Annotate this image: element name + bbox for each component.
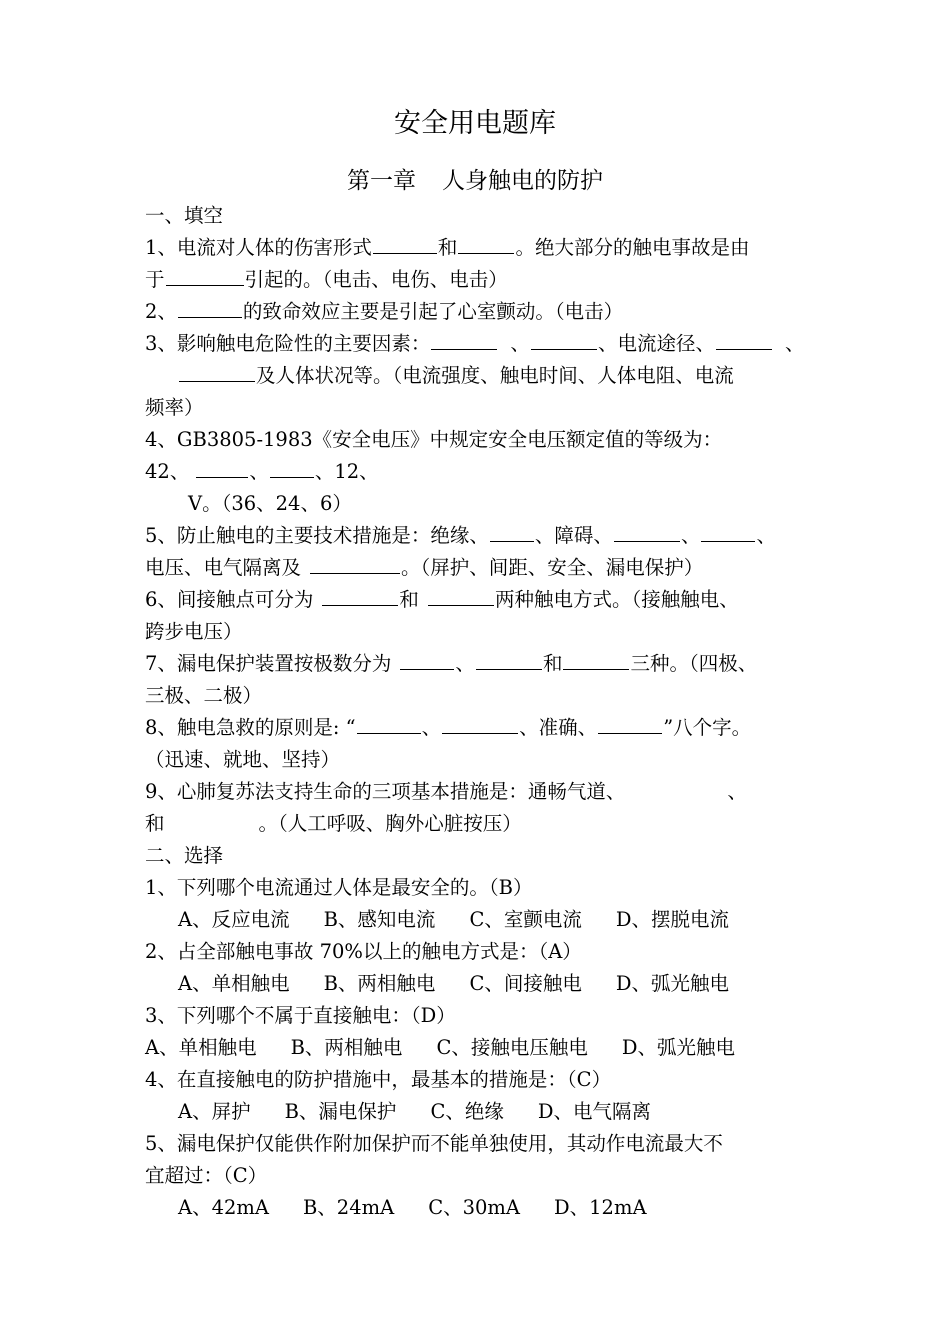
option-a: A、单相触电: [178, 972, 290, 995]
answer-blank: [322, 604, 398, 606]
question-1-line-2: 于 引起的。（电击、电伤、电击）: [145, 268, 508, 291]
option-d: D、电气隔离: [537, 1100, 651, 1123]
option-b: B、两相触电: [323, 972, 436, 995]
question-3-line-1: 3、影响触电危险性的主要因素： 、 、电流途径、 、: [145, 332, 805, 355]
question-5-line-1: 5、防止触电的主要技术措施是：绝缘、 、障碍、 、 、: [145, 524, 776, 547]
answer-blank: [458, 252, 514, 254]
mc-options-1: [178, 904, 848, 936]
answer-blank: [179, 380, 255, 382]
mc-question-5-line-1: 5、漏电保护仅能供作附加保护而不能单独使用，其动作电流最大不: [145, 1132, 723, 1155]
option-a: A、反应电流: [178, 908, 290, 931]
question-7-line-2: 三极、二极）: [145, 684, 263, 707]
answer-blank: [270, 476, 314, 478]
answer-blank: [442, 732, 518, 734]
document-title: 安全用电题库: [394, 108, 556, 139]
option-d: D、12mA: [554, 1196, 647, 1219]
section-fill-in: 一、填空: [145, 204, 224, 227]
mc-question-3: 3、下列哪个不属于直接触电：（D）: [145, 1004, 456, 1027]
question-7-line-1: 7、漏电保护装置按极数分为 、 和 三种。（四极、: [145, 652, 758, 675]
question-9-line-2: 和 。（人工呼吸、胸外心脏按压）: [145, 812, 522, 835]
answer-blank: [476, 668, 542, 670]
chapter-name: 人身触电的防护: [442, 168, 603, 194]
question-6-line-1: 6、间接触点可分为 和 两种触电方式。（接触触电、: [145, 588, 739, 611]
question-4-line-2: 42、 、 、12、: [145, 460, 379, 483]
mc-options-3: [145, 1032, 815, 1064]
answer-blank: [166, 284, 244, 286]
answer-blank: [400, 668, 454, 670]
option-d: D、弧光触电: [621, 1036, 735, 1059]
option-d: D、弧光触电: [615, 972, 729, 995]
option-b: B、两相触电: [290, 1036, 403, 1059]
option-a: A、屏护: [178, 1100, 251, 1123]
answer-blank: [178, 316, 242, 318]
question-4-line-3: V。（36、24、6）: [188, 492, 352, 515]
mc-options-4: [178, 1096, 848, 1128]
answer-blank: [490, 540, 534, 542]
answer-blank: [716, 348, 772, 350]
question-8-line-2: （迅速、就地、坚持）: [145, 748, 341, 771]
question-1-line-1: 1、电流对人体的伤害形式 和 。绝大部分的触电事故是由: [145, 236, 750, 259]
option-c: C、接触电压触电: [436, 1036, 588, 1059]
answer-blank: [196, 476, 248, 478]
question-6-line-2: 跨步电压）: [145, 620, 243, 643]
question-2: 2、 的致命效应主要是引起了心室颤动。（电击）: [145, 300, 624, 323]
answer-blank: [614, 540, 680, 542]
answer-blank: [428, 604, 494, 606]
answer-blank: [701, 540, 755, 542]
option-b: B、感知电流: [323, 908, 436, 931]
option-b: B、漏电保护: [284, 1100, 397, 1123]
option-a: A、单相触电: [145, 1036, 257, 1059]
question-3-line-3: 频率）: [145, 396, 204, 419]
question-4-line-1: 4、GB3805-1983《安全电压》中规定安全电压额定值的等级为：: [145, 428, 723, 451]
answer-blank: [431, 348, 497, 350]
option-a: A、42mA: [178, 1196, 269, 1219]
mc-question-1: 1、下列哪个电流通过人体是最安全的。（B）: [145, 876, 533, 899]
option-d: D、摆脱电流: [615, 908, 729, 931]
mc-question-4: 4、在直接触电的防护措施中，最基本的措施是：（C）: [145, 1068, 612, 1091]
answer-blank: [531, 348, 597, 350]
mc-question-5-line-2: 宜超过：（C）: [145, 1164, 268, 1187]
chapter-number: 第一章: [347, 168, 416, 194]
question-3-line-2: 及人体状况等。（电流强度、触电时间、人体电阻、电流: [178, 360, 848, 392]
answer-blank: [357, 732, 421, 734]
option-c: C、间接触电: [469, 972, 582, 995]
option-c: C、绝缘: [430, 1100, 504, 1123]
option-c: C、室颤电流: [469, 908, 582, 931]
answer-blank: [598, 732, 662, 734]
mc-question-2: 2、占全部触电事故 70%以上的触电方式是：（A）: [145, 940, 582, 963]
question-9-line-1: 9、心肺复苏法支持生命的三项基本措施是：通畅气道、 、: [145, 780, 747, 803]
option-b: B、24mA: [302, 1196, 395, 1219]
mc-options-2: [178, 968, 848, 1000]
answer-blank: [310, 572, 400, 574]
answer-blank: [563, 668, 629, 670]
option-c: C、30mA: [428, 1196, 520, 1219]
question-8-line-1: 8、触电急救的原则是: “ 、 、准确、 ”八个字。: [145, 716, 752, 739]
chapter-heading: [0, 162, 950, 200]
mc-options-5: [178, 1192, 848, 1224]
question-5-line-2: 电压、电气隔离及 。（屏护、间距、安全、漏电保护）: [145, 556, 704, 579]
answer-blank: [373, 252, 437, 254]
section-multiple-choice: 二、选择: [145, 844, 224, 867]
